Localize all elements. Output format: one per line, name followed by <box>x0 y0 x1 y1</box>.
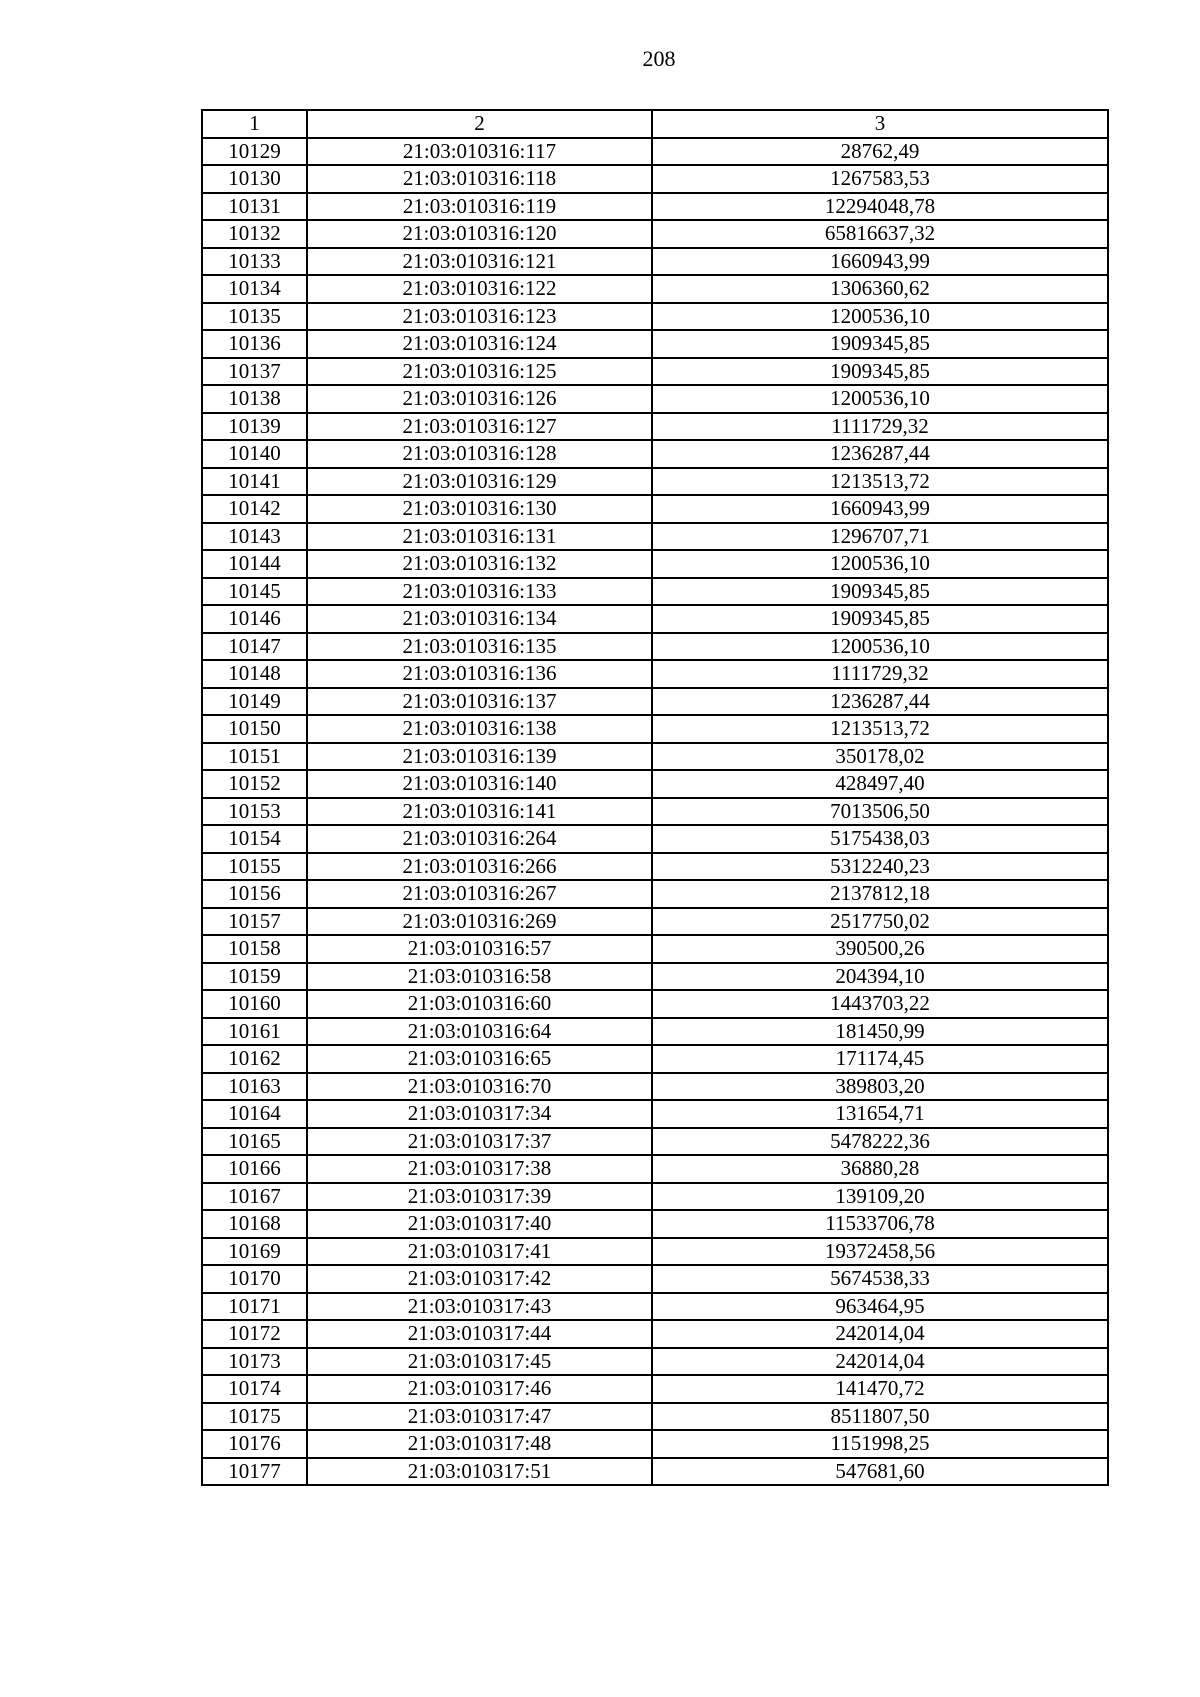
table-row <box>202 908 1108 936</box>
row-number-cell: 10153 <box>202 798 307 826</box>
table-row <box>202 1238 1108 1266</box>
table-row <box>202 330 1108 358</box>
value-cell: 1909345,85 <box>652 578 1108 606</box>
table-row <box>202 605 1108 633</box>
row-number-cell: 10165 <box>202 1128 307 1156</box>
cadastral-number-cell: 21:03:010317:39 <box>307 1183 652 1211</box>
value-cell: 389803,20 <box>652 1073 1108 1101</box>
value-cell: 1200536,10 <box>652 385 1108 413</box>
cadastral-number-cell: 21:03:010316:129 <box>307 468 652 496</box>
table-row <box>202 770 1108 798</box>
table-row <box>202 1210 1108 1238</box>
value-cell: 204394,10 <box>652 963 1108 991</box>
value-cell: 5175438,03 <box>652 825 1108 853</box>
table-row <box>202 1375 1108 1403</box>
cadastral-number-cell: 21:03:010317:48 <box>307 1430 652 1458</box>
row-number-cell: 10154 <box>202 825 307 853</box>
cadastral-number-cell: 21:03:010316:140 <box>307 770 652 798</box>
row-number-cell: 10177 <box>202 1458 307 1486</box>
row-number-cell: 10140 <box>202 440 307 468</box>
row-number-cell: 10169 <box>202 1238 307 1266</box>
cadastral-number-cell: 21:03:010317:41 <box>307 1238 652 1266</box>
cadastral-number-cell: 21:03:010316:139 <box>307 743 652 771</box>
cadastral-number-cell: 21:03:010316:132 <box>307 550 652 578</box>
cadastral-number-cell: 21:03:010316:64 <box>307 1018 652 1046</box>
table-row <box>202 1018 1108 1046</box>
value-cell: 5478222,36 <box>652 1128 1108 1156</box>
row-number-cell: 10136 <box>202 330 307 358</box>
value-cell: 131654,71 <box>652 1100 1108 1128</box>
value-cell: 28762,49 <box>652 138 1108 166</box>
value-cell: 428497,40 <box>652 770 1108 798</box>
row-number-cell: 10166 <box>202 1155 307 1183</box>
cadastral-number-cell: 21:03:010317:44 <box>307 1320 652 1348</box>
value-cell: 7013506,50 <box>652 798 1108 826</box>
header-row <box>202 110 1108 138</box>
table-row <box>202 1155 1108 1183</box>
value-cell: 8511807,50 <box>652 1403 1108 1431</box>
cadastral-number-cell: 21:03:010316:120 <box>307 220 652 248</box>
row-number-cell: 10149 <box>202 688 307 716</box>
table-row <box>202 550 1108 578</box>
row-number-cell: 10175 <box>202 1403 307 1431</box>
value-cell: 242014,04 <box>652 1348 1108 1376</box>
cadastral-number-cell: 21:03:010316:60 <box>307 990 652 1018</box>
row-number-cell: 10134 <box>202 275 307 303</box>
table-row <box>202 798 1108 826</box>
row-number-cell: 10151 <box>202 743 307 771</box>
cadastral-number-cell: 21:03:010316:267 <box>307 880 652 908</box>
value-cell: 1213513,72 <box>652 715 1108 743</box>
row-number-cell: 10171 <box>202 1293 307 1321</box>
value-cell: 1213513,72 <box>652 468 1108 496</box>
value-cell: 1660943,99 <box>652 248 1108 276</box>
row-number-cell: 10156 <box>202 880 307 908</box>
row-number-cell: 10145 <box>202 578 307 606</box>
table-row <box>202 1458 1108 1486</box>
value-cell: 1200536,10 <box>652 303 1108 331</box>
row-number-cell: 10132 <box>202 220 307 248</box>
cadastral-number-cell: 21:03:010316:134 <box>307 605 652 633</box>
value-cell: 1151998,25 <box>652 1430 1108 1458</box>
value-cell: 1267583,53 <box>652 165 1108 193</box>
cadastral-number-cell: 21:03:010316:70 <box>307 1073 652 1101</box>
table-row <box>202 743 1108 771</box>
value-cell: 12294048,78 <box>652 193 1108 221</box>
value-cell: 2137812,18 <box>652 880 1108 908</box>
page-number: 208 <box>642 46 676 71</box>
row-number-cell: 10138 <box>202 385 307 413</box>
value-cell: 5312240,23 <box>652 853 1108 881</box>
table-row <box>202 385 1108 413</box>
table-row <box>202 303 1108 331</box>
value-cell: 1296707,71 <box>652 523 1108 551</box>
cadastral-number-cell: 21:03:010317:46 <box>307 1375 652 1403</box>
row-number-cell: 10143 <box>202 523 307 551</box>
cadastral-number-cell: 21:03:010316:141 <box>307 798 652 826</box>
cadastral-number-cell: 21:03:010316:130 <box>307 495 652 523</box>
table-row <box>202 1183 1108 1211</box>
cadastral-number-cell: 21:03:010316:123 <box>307 303 652 331</box>
value-cell: 139109,20 <box>652 1183 1108 1211</box>
cadastral-number-cell: 21:03:010316:264 <box>307 825 652 853</box>
table-row <box>202 468 1108 496</box>
cadastral-number-cell: 21:03:010316:125 <box>307 358 652 386</box>
row-number-cell: 10152 <box>202 770 307 798</box>
cadastral-number-cell: 21:03:010316:117 <box>307 138 652 166</box>
value-cell: 547681,60 <box>652 1458 1108 1486</box>
table-row <box>202 990 1108 1018</box>
row-number-cell: 10141 <box>202 468 307 496</box>
table-row <box>202 660 1108 688</box>
table-row <box>202 193 1108 221</box>
table-row <box>202 1265 1108 1293</box>
table-row <box>202 358 1108 386</box>
table-row <box>202 1430 1108 1458</box>
table-row <box>202 578 1108 606</box>
cadastral-number-cell: 21:03:010317:43 <box>307 1293 652 1321</box>
table-row <box>202 1100 1108 1128</box>
cadastral-number-cell: 21:03:010317:47 <box>307 1403 652 1431</box>
value-cell: 1236287,44 <box>652 688 1108 716</box>
cadastral-number-cell: 21:03:010316:135 <box>307 633 652 661</box>
table-row <box>202 495 1108 523</box>
value-cell: 1909345,85 <box>652 330 1108 358</box>
column-header-1: 1 <box>202 110 307 138</box>
value-cell: 141470,72 <box>652 1375 1108 1403</box>
cadastral-number-cell: 21:03:010316:126 <box>307 385 652 413</box>
table-row <box>202 138 1108 166</box>
value-cell: 171174,45 <box>652 1045 1108 1073</box>
value-cell: 1909345,85 <box>652 605 1108 633</box>
row-number-cell: 10146 <box>202 605 307 633</box>
row-number-cell: 10174 <box>202 1375 307 1403</box>
value-cell: 2517750,02 <box>652 908 1108 936</box>
table-row <box>202 248 1108 276</box>
row-number-cell: 10129 <box>202 138 307 166</box>
value-cell: 1236287,44 <box>652 440 1108 468</box>
cadastral-number-cell: 21:03:010317:45 <box>307 1348 652 1376</box>
value-cell: 1200536,10 <box>652 550 1108 578</box>
table-row <box>202 715 1108 743</box>
row-number-cell: 10163 <box>202 1073 307 1101</box>
row-number-cell: 10133 <box>202 248 307 276</box>
table-row <box>202 1128 1108 1156</box>
cadastral-number-cell: 21:03:010317:51 <box>307 1458 652 1486</box>
row-number-cell: 10142 <box>202 495 307 523</box>
cadastral-number-cell: 21:03:010316:124 <box>307 330 652 358</box>
row-number-cell: 10164 <box>202 1100 307 1128</box>
table-row <box>202 1045 1108 1073</box>
row-number-cell: 10135 <box>202 303 307 331</box>
row-number-cell: 10137 <box>202 358 307 386</box>
table-row <box>202 413 1108 441</box>
cadastral-value-table <box>201 109 1109 1486</box>
table-row <box>202 1320 1108 1348</box>
value-cell: 390500,26 <box>652 935 1108 963</box>
column-header-3: 3 <box>652 110 1108 138</box>
cadastral-number-cell: 21:03:010316:266 <box>307 853 652 881</box>
row-number-cell: 10172 <box>202 1320 307 1348</box>
table-row <box>202 633 1108 661</box>
cadastral-number-cell: 21:03:010317:34 <box>307 1100 652 1128</box>
cadastral-number-cell: 21:03:010316:133 <box>307 578 652 606</box>
cadastral-number-cell: 21:03:010316:57 <box>307 935 652 963</box>
row-number-cell: 10161 <box>202 1018 307 1046</box>
cadastral-number-cell: 21:03:010316:65 <box>307 1045 652 1073</box>
cadastral-number-cell: 21:03:010316:121 <box>307 248 652 276</box>
table-row <box>202 1348 1108 1376</box>
table-row <box>202 275 1108 303</box>
table-row <box>202 1073 1108 1101</box>
value-cell: 1660943,99 <box>652 495 1108 523</box>
value-cell: 350178,02 <box>652 743 1108 771</box>
row-number-cell: 10157 <box>202 908 307 936</box>
row-number-cell: 10147 <box>202 633 307 661</box>
cadastral-number-cell: 21:03:010317:37 <box>307 1128 652 1156</box>
cadastral-number-cell: 21:03:010317:38 <box>307 1155 652 1183</box>
cadastral-number-cell: 21:03:010316:136 <box>307 660 652 688</box>
value-cell: 19372458,56 <box>652 1238 1108 1266</box>
value-cell: 242014,04 <box>652 1320 1108 1348</box>
value-cell: 1909345,85 <box>652 358 1108 386</box>
row-number-cell: 10131 <box>202 193 307 221</box>
row-number-cell: 10158 <box>202 935 307 963</box>
row-number-cell: 10176 <box>202 1430 307 1458</box>
value-cell: 5674538,33 <box>652 1265 1108 1293</box>
cadastral-number-cell: 21:03:010316:128 <box>307 440 652 468</box>
value-cell: 181450,99 <box>652 1018 1108 1046</box>
cadastral-number-cell: 21:03:010317:40 <box>307 1210 652 1238</box>
row-number-cell: 10159 <box>202 963 307 991</box>
row-number-cell: 10130 <box>202 165 307 193</box>
table-row <box>202 853 1108 881</box>
table-body <box>202 138 1108 1486</box>
cadastral-number-cell: 21:03:010316:118 <box>307 165 652 193</box>
row-number-cell: 10162 <box>202 1045 307 1073</box>
row-number-cell: 10139 <box>202 413 307 441</box>
row-number-cell: 10148 <box>202 660 307 688</box>
table-row <box>202 935 1108 963</box>
table-row <box>202 825 1108 853</box>
column-header-2: 2 <box>307 110 652 138</box>
row-number-cell: 10150 <box>202 715 307 743</box>
row-number-cell: 10170 <box>202 1265 307 1293</box>
cadastral-number-cell: 21:03:010316:119 <box>307 193 652 221</box>
value-cell: 963464,95 <box>652 1293 1108 1321</box>
cadastral-number-cell: 21:03:010316:138 <box>307 715 652 743</box>
value-cell: 1200536,10 <box>652 633 1108 661</box>
row-number-cell: 10144 <box>202 550 307 578</box>
row-number-cell: 10155 <box>202 853 307 881</box>
table-row <box>202 440 1108 468</box>
value-cell: 11533706,78 <box>652 1210 1108 1238</box>
table-row <box>202 523 1108 551</box>
cadastral-number-cell: 21:03:010316:58 <box>307 963 652 991</box>
table-row <box>202 688 1108 716</box>
table-row <box>202 880 1108 908</box>
cadastral-number-cell: 21:03:010316:122 <box>307 275 652 303</box>
row-number-cell: 10167 <box>202 1183 307 1211</box>
value-cell: 36880,28 <box>652 1155 1108 1183</box>
table-row <box>202 1403 1108 1431</box>
value-cell: 1306360,62 <box>652 275 1108 303</box>
row-number-cell: 10160 <box>202 990 307 1018</box>
value-cell: 1443703,22 <box>652 990 1108 1018</box>
cadastral-number-cell: 21:03:010316:137 <box>307 688 652 716</box>
table-row <box>202 165 1108 193</box>
value-cell: 1111729,32 <box>652 413 1108 441</box>
row-number-cell: 10168 <box>202 1210 307 1238</box>
cadastral-number-cell: 21:03:010317:42 <box>307 1265 652 1293</box>
cadastral-number-cell: 21:03:010316:269 <box>307 908 652 936</box>
table-row <box>202 220 1108 248</box>
value-cell: 65816637,32 <box>652 220 1108 248</box>
table-header <box>202 110 1108 138</box>
table-row <box>202 963 1108 991</box>
row-number-cell: 10173 <box>202 1348 307 1376</box>
cadastral-number-cell: 21:03:010316:127 <box>307 413 652 441</box>
table-row <box>202 1293 1108 1321</box>
value-cell: 1111729,32 <box>652 660 1108 688</box>
cadastral-number-cell: 21:03:010316:131 <box>307 523 652 551</box>
